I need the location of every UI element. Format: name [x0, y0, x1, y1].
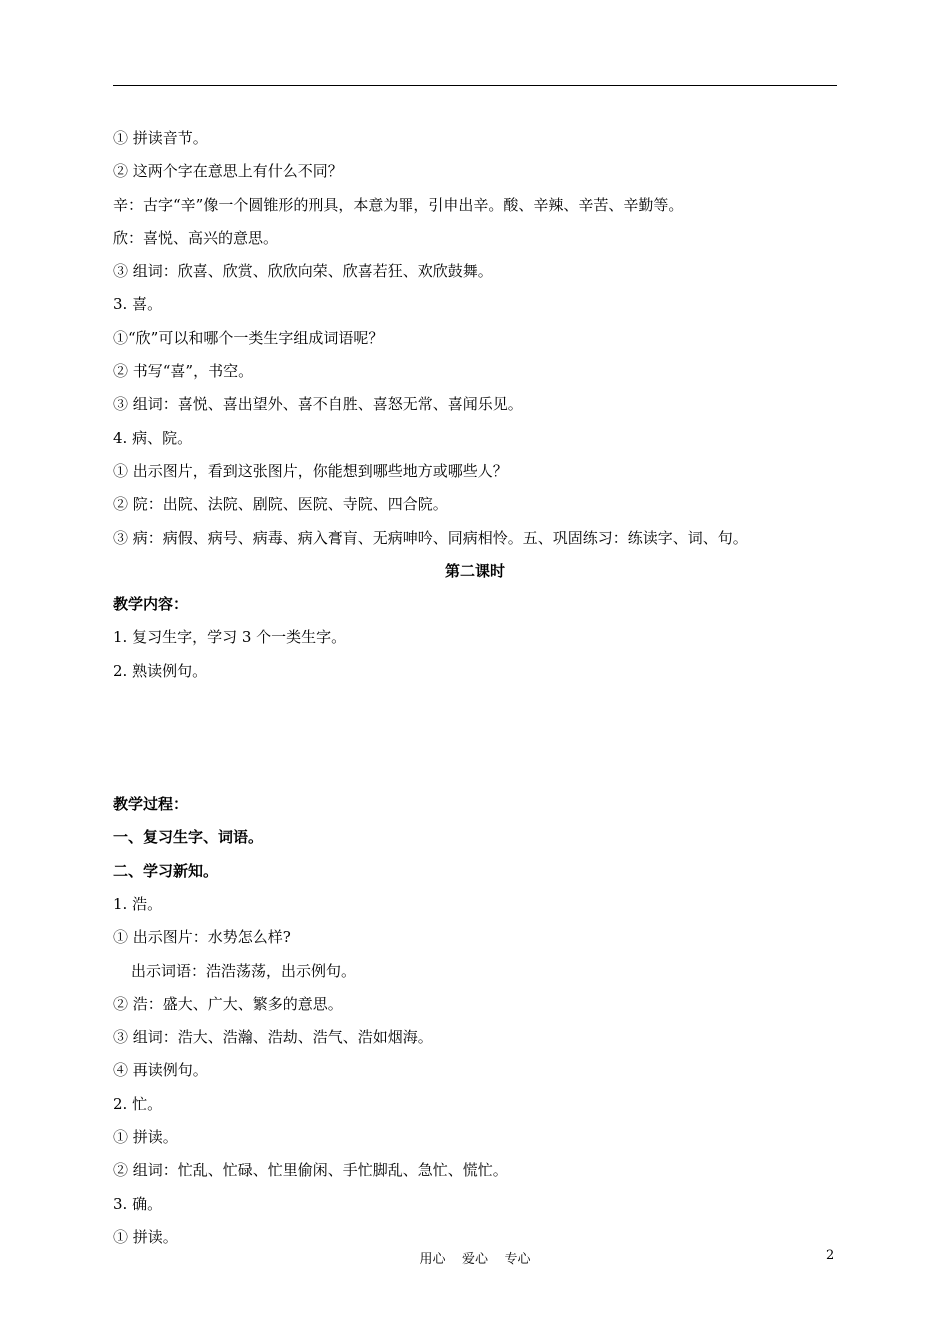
text-line: ③ 病：病假、病号、病毒、病入膏肓、无病呻吟、同病相怜。五、巩固练习：练读字、词、句。 — [113, 528, 748, 547]
text-line: ② 这两个字在意思上有什么不同？ — [113, 162, 343, 181]
text-line: ② 院：出院、法院、剧院、医院、寺院、四合院。 — [113, 495, 448, 514]
text-line: ① 拼读。 — [113, 1128, 178, 1147]
subheading: 教学过程： — [113, 795, 189, 814]
subheading: 一、复习生字、词语。 — [113, 828, 264, 847]
text-line: 3. 确。 — [113, 1194, 163, 1213]
text-line: ② 浩：盛大、广大、繁多的意思。 — [113, 994, 343, 1013]
text-line: 1. 复习生字，学习 3 个一类生字。 — [113, 628, 347, 647]
text-line: 出示词语：浩浩荡荡，出示例句。 — [131, 961, 357, 980]
text-line: 2. 忙。 — [113, 1094, 163, 1113]
text-line: 1. 浩。 — [113, 894, 163, 913]
text-line: ① 出示图片，看到这张图片，你能想到哪些地方或哪些人？ — [113, 461, 508, 480]
text-line: 辛：古字“辛”像一个圆锥形的刑具，本意为罪，引申出辛。酸、辛辣、辛苦、辛勤等。 — [113, 195, 684, 214]
subheading: 二、学习新知。 — [113, 861, 219, 880]
section-heading: 第二课时 — [444, 561, 505, 580]
text-line: ① 拼读。 — [113, 1227, 178, 1246]
text-line: 欣：喜悦、高兴的意思。 — [113, 228, 279, 247]
blank-space — [113, 690, 837, 790]
text-line: ④ 再读例句。 — [113, 1061, 208, 1080]
page-number: 2 — [826, 1248, 835, 1263]
text-line: ①“欣”可以和哪个一类生字组成词语呢？ — [113, 328, 384, 347]
text-line: 3. 喜。 — [113, 295, 163, 314]
text-line: ③ 组词：浩大、浩瀚、浩劫、浩气、浩如烟海。 — [113, 1028, 433, 1047]
footer-motto: 用心 爱心 专心 — [419, 1252, 531, 1267]
text-line: ③ 组词：喜悦、喜出望外、喜不自胜、喜怒无常、喜闻乐见。 — [113, 395, 523, 414]
text-line: ③ 组词：欣喜、欣赏、欣欣向荣、欣喜若狂、欢欣鼓舞。 — [113, 262, 493, 281]
text-line: 4. 病、院。 — [113, 428, 193, 447]
text-line: ① 拼读音节。 — [113, 129, 208, 147]
text-line: ② 组词：忙乱、忙碌、忙里偷闲、手忙脚乱、急忙、慌忙。 — [113, 1161, 508, 1180]
subheading: 教学内容： — [113, 595, 189, 614]
text-line: ① 出示图片：水势怎么样? — [113, 928, 291, 947]
text-line: ② 书写“喜”，书空。 — [113, 362, 254, 381]
text-line: 2. 熟读例句。 — [113, 661, 208, 680]
document-body — [113, 124, 837, 1256]
header-rule — [113, 85, 837, 86]
